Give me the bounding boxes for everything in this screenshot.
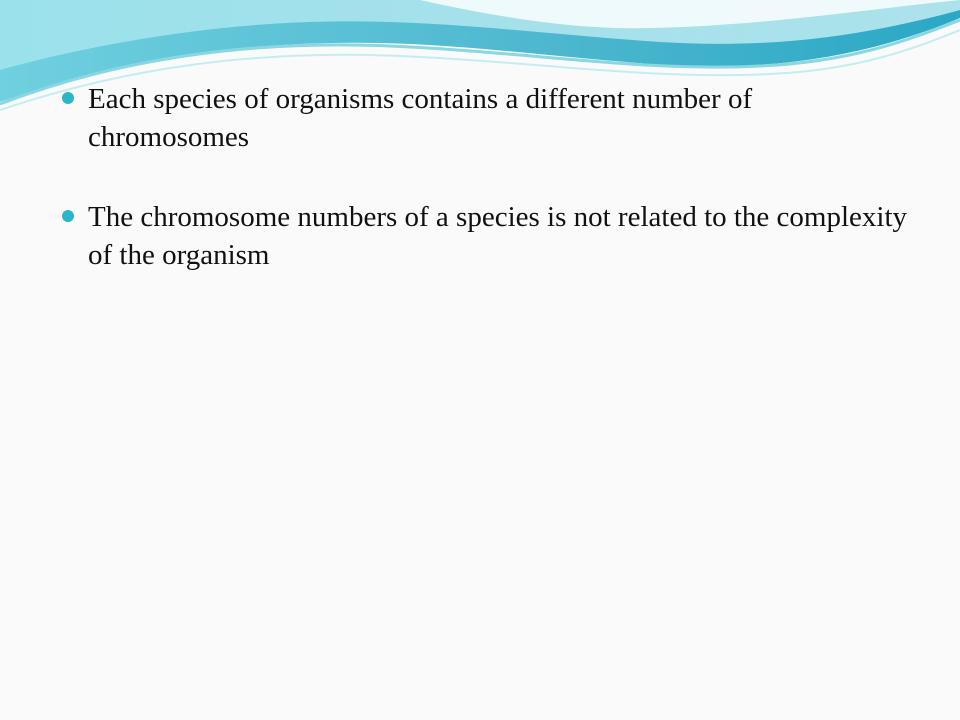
bullet-item	[60, 198, 920, 274]
bullet-icon	[62, 210, 74, 222]
bullet-text: Each species of organisms contains a different number of chromosomes	[88, 83, 753, 153]
bullet-icon	[62, 92, 74, 104]
bullet-text: The chromosome numbers of a species is not related to the complexity of the organism	[88, 201, 908, 271]
bullet-list	[60, 80, 920, 316]
bullet-item	[60, 80, 920, 156]
